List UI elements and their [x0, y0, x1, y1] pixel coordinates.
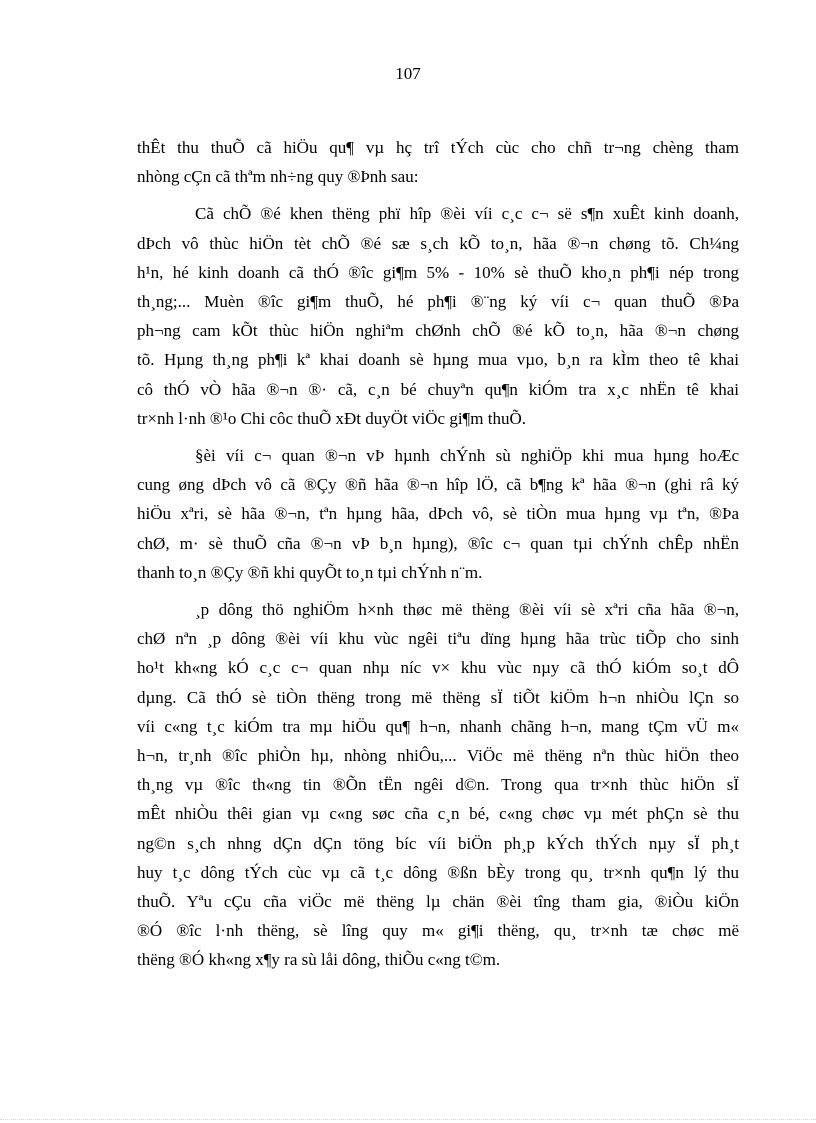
text-line: h¬n, tr¸nh ®îc phiÒn hµ, nhòng nhiÔu,... ViÖc më thëng nªn thùc hiÖn theo	[137, 746, 739, 766]
text-line: ®Ó ®îc l·nh thëng, sè lîng quy m« gi¶i thëng, qu¸ tr×nh tæ chøc më	[137, 921, 739, 941]
text-line: ph¬ng cam kÕt thùc hiÖn nghiªm chØnh chÕ ®é kÕ to¸n, hãa ®¬n chøng	[137, 321, 739, 341]
paragraph-3	[137, 441, 739, 587]
text-line: ng©n s¸ch nhng dÇn dÇn töng bíc víi biÖn ph¸p kÝch thÝch nµy sÏ ph¸t	[137, 833, 739, 853]
page-number: 107	[395, 64, 421, 83]
text-line: huy t¸c dông tÝch cùc vµ cã t¸c dông ®ßn bÈy trong qu¸ tr×nh qu¶n lý thu	[137, 862, 739, 882]
text-line: chØ nªn ¸p dông ®èi víi khu vùc ngêi tiªu dïng hµng hãa trùc tiÕp cho sinh	[137, 629, 739, 649]
text-line: hiÖu xªri, sè hãa ®¬n, tªn hµng hãa, dÞch vô, sè tiÒn mua hµng vµ tªn, ®Þa	[137, 504, 739, 524]
text-line: thuÕ. Yªu cÇu cña viÖc më thëng lµ chän ®èi tîng tham gia, ®iÒu kiÖn	[137, 892, 739, 912]
text-line: th¸ng;... Muèn ®îc gi¶m thuÕ, hé ph¶i ®¨ng ký víi c¬ quan thuÕ ®Þa	[137, 292, 739, 312]
paragraph-1	[137, 133, 739, 191]
text-line: Cã chÕ ®é khen thëng phï hîp ®èi víi c¸c c¬ së s¶n xuÊt kinh doanh,	[195, 204, 739, 224]
text-line: h¹n, hé kinh doanh cã thÓ ®îc gi¶m 5% - 10% sè thuÕ kho¸n ph¶i nép trong	[137, 262, 739, 282]
text-line: mÊt nhiÒu thêi gian vµ c«ng søc cña c¸n bé, c«ng chøc vµ mét phÇn sè thu	[137, 804, 739, 824]
body-text	[137, 133, 739, 975]
paragraph-4	[137, 595, 739, 975]
text-line: th¸ng vµ ®îc th«ng tin ®Õn tËn ngêi d©n. Trong qua tr×nh thùc hiÖn sÏ	[137, 775, 739, 795]
text-line: cung øng dÞch vô cã ®Çy ®ñ hãa ®¬n hîp lÖ, cã b¶ng kª hãa ®¬n (ghi râ ký	[137, 475, 739, 495]
text-line: dµng. Cã thÓ sè tiÒn thëng trong më thëng sÏ tiÕt kiÖm h¬n nhiÒu lÇn so	[137, 687, 739, 707]
text-line: ¸p dông thö nghiÖm h×nh thøc më thëng ®èi víi sè xªri cña hãa ®¬n,	[195, 600, 739, 620]
text-line: chØ, m· sè thuÕ cña ®¬n vÞ b¸n hµng), ®îc c¬ quan tµi chÝnh chÊp nhËn	[137, 533, 739, 553]
text-line: thëng ®Ó kh«ng x¶y ra sù låi dông, thiÕu c«ng t©m.	[137, 950, 501, 970]
text-line: nhòng cÇn cã thªm nh÷ng quy ®Þnh sau:	[137, 167, 419, 187]
text-line: cô thÓ vÒ hãa ®¬n ®· cã, c¸n bé chuyªn qu¶n kiÓm tra x¸c nhËn tê khai	[137, 379, 739, 399]
text-line: thÊt thu thuÕ cã hiÖu qu¶ vµ hç trî tÝch cùc cho chñ tr¬ng chèng tham	[137, 138, 739, 157]
text-line: ho¹t kh«ng kÓ c¸c c¬ quan nhµ níc v× khu vùc nµy cã thÓ kiÓm so¸t dÔ	[137, 658, 739, 678]
paragraph-2	[137, 199, 739, 433]
text-line: tr×nh l·nh ®¹o Chi côc thuÕ xÐt duyÖt viÖc gi¶m thuÕ.	[137, 408, 526, 428]
text-line: tõ. Hµng th¸ng ph¶i kª khai doanh sè hµng mua vµo, b¸n ra kÌm theo tê khai	[137, 350, 739, 370]
text-line: dÞch vô thùc hiÖn tèt chÕ ®é sæ s¸ch kÕ to¸n, hãa ®¬n chøng tõ. Ch¼ng	[137, 233, 739, 253]
text-line: thanh to¸n ®Çy ®ñ khi quyÕt to¸n tµi chÝnh n¨m.	[137, 562, 483, 582]
text-line: §èi víi c¬ quan ®¬n vÞ hµnh chÝnh sù nghiÖp khi mua hµng hoÆc	[195, 446, 739, 466]
text-line: víi c«ng t¸c kiÓm tra mµ hiÖu qu¶ h¬n, nhanh chãng h¬n, mang tÇm vÜ m«	[137, 716, 739, 736]
page-bottom-rule	[0, 1119, 816, 1120]
